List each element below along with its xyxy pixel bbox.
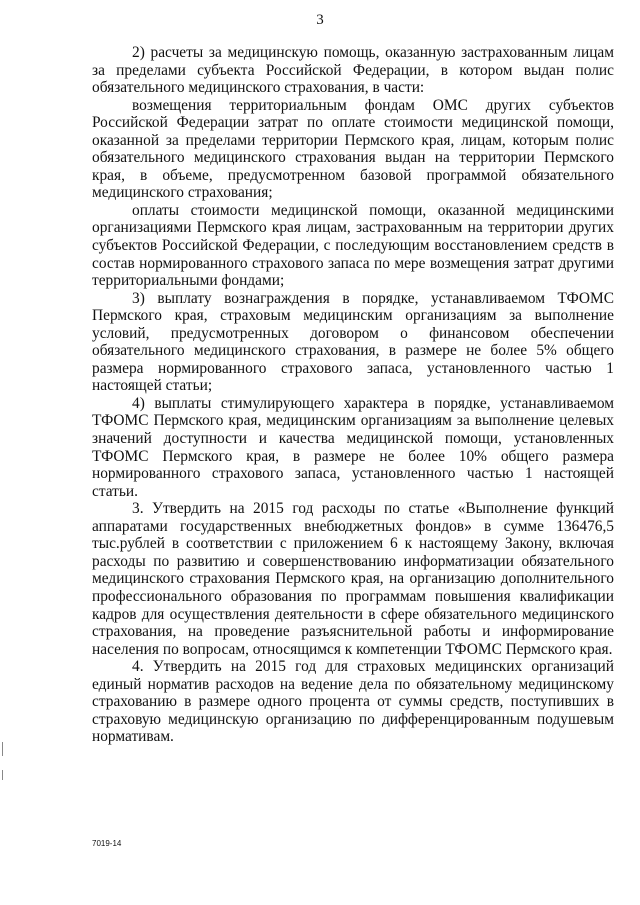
scan-edge-mark (2, 770, 3, 780)
body-text (92, 44, 614, 746)
paragraph-clause-4: 4. Утвердить на 2015 год для страховых медицинских организаций единый норматив расходов на ведение дела по обязательному медицинскому страхованию в размере одного процента от суммы средств, поступивших в страховую медицинскую организацию по дифференцированным подушевым нормативам. (92, 658, 614, 746)
paragraph-item-2: 2) расчеты за медицинскую помощь, оказанную застрахованным лицам за пределами субъекта Российской Федерации, в котором выдан полис обязательного медицинского страхования, в части: (92, 44, 614, 97)
paragraph-payment: оплаты стоимости медицинской помощи, оказанной медицинскими организациями Пермского края лицам, застрахованным на территории других субъектов Российской Федерации, с последующим восстановлением средств в состав нормированного страхового запаса по мере возмещения затрат другими территориальными фондами; (92, 201, 614, 290)
document-code: 7019-14 (92, 839, 122, 848)
paragraph-item-3: 3) выплату вознаграждения в порядке, устанавливаемом ТФОМС Пермского края, страховым медицинским организациям за выполнение условий, предусмотренных договором о финансовом обеспечении обязательного медицинского страхования, в размере не более 5% общего размера нормированного страхового запаса, установленного частью 1 настоящей статьи; (92, 289, 614, 395)
paragraph-item-4: 4) выплаты стимулирующего характера в порядке, устанавливаемом ТФОМС Пермского края, медицинским организациям за выполнение целевых значений доступности и качества медицинской помощи, установленных ТФОМС Пермского края, в размере не более 10% общего размера нормированного страхового запаса, установленного частью 1 настоящей статьи. (92, 394, 614, 500)
paragraph-reimbursement: возмещения территориальным фондам ОМС других субъектов Российской Федерации затрат по оплате стоимости медицинской помощи, оказанной за пределами территории Пермского края, лицам, которым полис обязательного медицинского страхования выдан на территории Пермского края, в объеме, предусмотренном базовой программой обязательного медицинского страхования; (92, 96, 614, 202)
page-number: 3 (316, 12, 324, 28)
paragraph-clause-3: 3. Утвердить на 2015 год расходы по статье «Выполнение функций аппаратами государственных внебюджетных фондов» в сумме 136476,5 тыс.рублей в соответствии с приложением 6 к настоящему Закону, включая расходы по развитию и совершенствованию информатизации обязательного медицинского страхования Пермского края, на организацию дополнительного профессионального образования по программам повышения квалификации кадров для осуществления деятельности в сфере обязательного медицинского страхования, на проведение разъяснительной работы и информирование населения по вопросам, относящимся к компетенции ТФОМС Пермского края. (92, 500, 614, 658)
scan-edge-mark (2, 742, 3, 756)
